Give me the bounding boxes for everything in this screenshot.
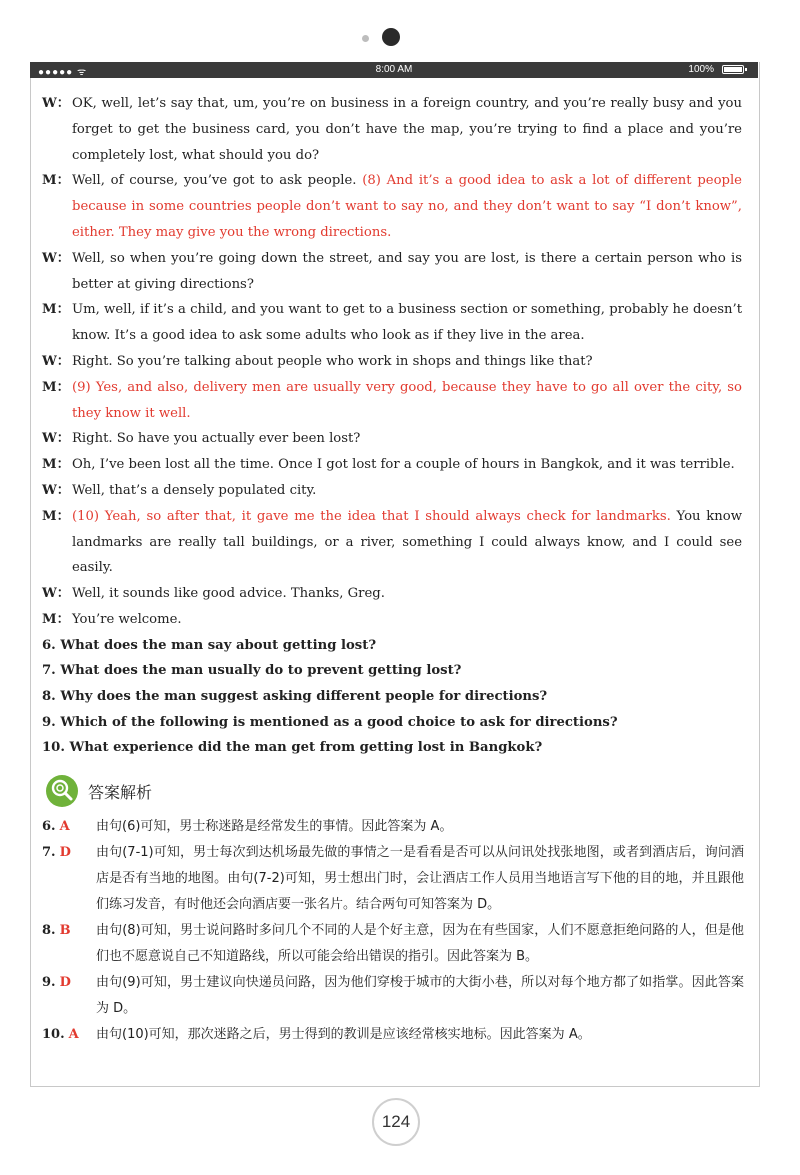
dialogue-segment: OK, well, let’s say that, um, you’re on business in a foreign country, and you’re really busy and you forget to get the business card, you don’t have the map, you’re trying to find a place and you’re completely lost, what should you do? <box>72 96 742 163</box>
dialogue-line <box>42 375 742 427</box>
highlighted-sentence: (10) Yeah, so after that, it gave me the idea that I should always check for landmarks. <box>72 508 671 524</box>
answer-item <box>42 918 744 970</box>
dialogue-segment: Well, it sounds like good advice. Thanks, Greg. <box>72 586 385 602</box>
answer-explanation: 由句(8)可知，男士说问路时多问几个不同的人是个好主意，因为在有些国家，人们不愿意拒绝问路的人，但是他们也不愿意说自己不知道路线，所以可能会给出错误的指引。因此答案为 B。 <box>96 923 744 964</box>
dialogue-text <box>72 375 742 427</box>
dialogue-text <box>72 478 742 504</box>
question-item: 10. What experience did the man get from getting lost in Bangkok? <box>42 740 543 756</box>
dialogue-text <box>72 426 742 452</box>
answer-explanation: 由句(9)可知，男士建议向快递员问路，因为他们穿梭于城市的大街小巷，所以对每个地方都了如指掌。因此答案为 D。 <box>96 975 744 1016</box>
dialogue-segment: Um, well, if it’s a child, and you want to get to a business section or something, probably he doesn’t know. It’s a good idea to ask some adults who look as if they live in the area. <box>72 302 742 344</box>
dialogue-line <box>42 246 742 298</box>
magnifier-icon <box>46 775 78 807</box>
dialogue-line <box>42 297 742 349</box>
status-time: 8:00 AM <box>375 64 413 75</box>
answer-item <box>42 970 744 1022</box>
answer-index: 10. <box>42 1027 65 1042</box>
dialogue-text <box>72 581 742 607</box>
answer-number <box>42 970 96 1022</box>
dialogue-line <box>42 168 742 245</box>
answer-explanation: 由句(7-1)可知，男士每次到达机场最先做的事情之一是看看是否可以从问讯处找张地图，或者到酒店后，询问酒店是否有当地的地图。由句(7-2)可知，男士想出门时，会让酒店工作人员用当地语言写下他的目的地，并且跟他们练习发音，有时他还会向酒店要一张名片。结合两句可知答案为 D。 <box>96 845 744 912</box>
dialogue-line <box>42 581 742 607</box>
answer-section-header <box>46 775 152 807</box>
dialogue-text <box>72 452 742 478</box>
dialogue-line <box>42 349 742 375</box>
answer-index: 7. <box>42 845 56 860</box>
signal-icon: ●●●●● ᯤ <box>38 67 88 78</box>
speaker-label: M： <box>42 302 70 318</box>
dialogue-segment: You know landmarks are really tall buildings, or a river, something I could always know, and I could see easily. <box>72 508 742 576</box>
dialogue-text <box>72 607 742 633</box>
camera-dot-small <box>362 35 369 42</box>
answer-item <box>42 1022 744 1048</box>
dialogue-segment: Well, so when you’re going down the street, and say you are lost, is there a certain person who is better at giving directions? <box>72 250 742 292</box>
speaker-label: M： <box>42 611 70 627</box>
speaker-label: M： <box>42 173 70 189</box>
question-item: 7. What does the man usually do to prevent getting lost? <box>42 663 462 679</box>
dialogue-text <box>72 297 742 349</box>
speaker-label: M： <box>42 508 70 524</box>
answer-number <box>42 1022 96 1048</box>
dialogue-segment: Well, that’s a densely populated city. <box>72 482 317 498</box>
speaker-label: M： <box>42 379 70 395</box>
answer-item <box>42 814 744 840</box>
question-item: 9. Which of the following is mentioned as a good choice to ask for directions? <box>42 714 618 730</box>
answer-number <box>42 814 96 840</box>
battery-icon <box>722 65 744 74</box>
dialogue-segment: Right. So have you actually ever been lost? <box>72 431 361 447</box>
battery-percent: 100% <box>688 64 714 75</box>
speaker-label: W： <box>42 431 70 447</box>
answer-letter: A <box>59 819 70 834</box>
highlighted-sentence: (8) And it’s a good idea to ask a lot of different people because in some countries people don’t want to say no, and they don’t want to say “I don’t know”, either. They may give you the wrong directions. <box>72 173 742 240</box>
answer-index: 9. <box>42 975 56 990</box>
page-number: 124 <box>372 1098 420 1146</box>
answer-section-title: 答案解析 <box>88 782 153 802</box>
dialogue-line <box>42 426 742 452</box>
speaker-label: W： <box>42 586 70 602</box>
speaker-label: W： <box>42 482 70 498</box>
camera-dot <box>382 28 400 46</box>
answer-list <box>42 814 744 1048</box>
answer-item <box>42 840 744 918</box>
question-item: 8. Why does the man suggest asking different people for directions? <box>42 688 548 704</box>
answer-letter: B <box>59 923 71 938</box>
answer-number <box>42 918 96 970</box>
answer-letter: A <box>68 1027 79 1042</box>
dialogue-text <box>72 246 742 298</box>
status-bar <box>30 62 758 78</box>
speaker-label: M： <box>42 457 70 473</box>
answer-explanation: 由句(10)可知，那次迷路之后，男士得到的教训是应该经常核实地标。因此答案为 A。 <box>96 1027 591 1042</box>
dialogue-line <box>42 504 742 581</box>
transcript <box>42 91 742 761</box>
dialogue-line <box>42 91 742 168</box>
speaker-label: W： <box>42 250 70 266</box>
dialogue-line <box>42 478 742 504</box>
answer-letter: D <box>59 975 71 990</box>
answer-explanation: 由句(6)可知，男士称迷路是经常发生的事情。因此答案为 A。 <box>96 819 453 834</box>
dialogue-segment: Well, of course, you’ve got to ask people. <box>72 173 363 189</box>
dialogue-line <box>42 607 742 633</box>
speaker-label: W： <box>42 353 70 369</box>
question-list <box>42 633 742 761</box>
dialogue-line <box>42 452 742 478</box>
answer-letter: D <box>59 845 71 860</box>
answer-index: 8. <box>42 923 56 938</box>
dialogue-text <box>72 91 742 168</box>
dialogue <box>42 91 742 633</box>
dialogue-text <box>72 349 742 375</box>
answer-index: 6. <box>42 819 56 834</box>
dialogue-segment: Right. So you’re talking about people who work in shops and things like that? <box>72 353 593 369</box>
dialogue-text <box>72 504 742 581</box>
highlighted-sentence: (9) Yes, and also, delivery men are usually very good, because they have to go all over the city, so they know it well. <box>72 379 742 421</box>
dialogue-segment: Oh, I’ve been lost all the time. Once I got lost for a couple of hours in Bangkok, and it was terrible. <box>72 457 735 473</box>
dialogue-text <box>72 168 742 245</box>
answer-number <box>42 840 96 918</box>
speaker-label: W： <box>42 96 70 111</box>
dialogue-segment: You’re welcome. <box>72 611 182 627</box>
question-item: 6. What does the man say about getting lost? <box>42 637 377 653</box>
